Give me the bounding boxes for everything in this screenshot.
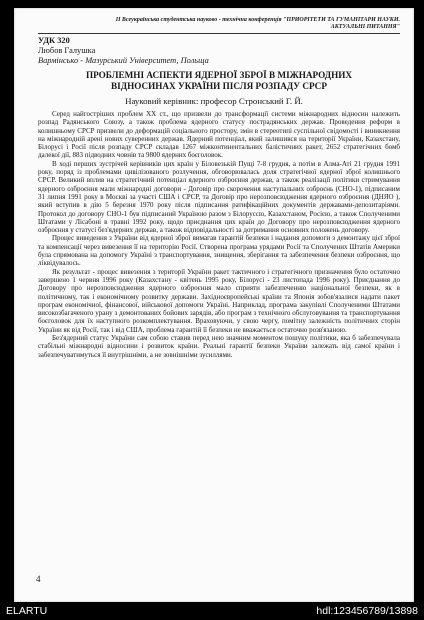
supervisor-line: Науковий керівник: професор Стронський Г. Й.	[125, 96, 303, 106]
article-meta	[38, 36, 209, 66]
paragraph: Серед найгостріших проблем XX ст., що призвели до трансформації системи міжнародних відносин належить розпад Радянського Союзу, а також проблема ядерного статусу пострадянських держав. Проведення реформ в колишньому СРСР призвели до деформацій соціального простору, змін в стереотипі суспільної свідомості і виникнення на міжнародній арені нових суверенних держав. Ядерний потенціал, який залишився на території України, Казахстану, Білорусі і Росії після розпаду СРСР складав 1267 міжконтинентальних балістичних ракет, 2652 стратегічних бомб далекої дії, 883 підводних човнів та 9800 ядерних боєголовок.	[38, 110, 400, 160]
article-title	[54, 70, 384, 91]
article-body	[38, 110, 400, 359]
paragraph: Як результат - процес вивезення з території України ракет тактичного і стратегічного призначення було остаточно завершено 1 червня 1996 року (Казахстану - квітень 1995 року, Білорусі - 23 листопада 1996 року). Приєднання до Договору про нерозповсюдження ядерного озброєння мало сприяти забезпеченню національної безпеки, як в політичному, так і економічному розвитку держави. Західноєвропейські країни та Японія зобов'язалися надати пакет програм економічної, фінансової, військової допомоги Україні. Наприклад, програма закупівлі Сполученими Штатами високозбагаченого урану з демонтованих бойових зарядів, або програм з технічного обслуговування та транспортування боєголовок для їх наступного розкомплектування. Враховуючи, у свою чергу, помітну залежність політичних сторін України як від Росії, так і від США, проблема гарантій її безпеки не вважається остаточно розв'язаною.	[38, 267, 400, 334]
document-page	[14, 8, 414, 602]
title-line-1: ПРОБЛЕМНІ АСПЕКТИ ЯДЕРНОЇ ЗБРОЇ В МІЖНАРОДНИХ	[85, 70, 353, 80]
author-affiliation: Вармінсько - Мазурський Університет, Польща	[38, 56, 209, 65]
udk-code: УДК 320	[38, 36, 70, 45]
page-number: 4	[36, 574, 41, 584]
paragraph: Без'ядерний статус України сам собою ставив перед нею значним моментом пошуку політики, яка б забезпечувала стабільні міжнародні відносини і розвиток країни. Реальні гарантії безпеки України залежать від самої країни і забезпечуватимуться її внутрішніми, а не зовнішніми зусиллями.	[38, 334, 400, 359]
repository-footer	[0, 602, 424, 620]
header-line-2: АКТУАЛЬНІ ПИТАННЯ"	[330, 24, 400, 30]
repository-name: ELARTU	[6, 605, 48, 617]
title-line-2: ВІДНОСИНАХ УКРАЇНИ ПІСЛЯ РОЗПАДУ СРСР	[111, 80, 327, 91]
author-name: Любов Галушка	[38, 46, 96, 55]
running-header	[38, 17, 400, 34]
paragraph: Процес виведення з України від ядерної зброї вимагав гарантій безпеки і надання допомоги з демонтажу цієї зброї та компенсації через вивезення її на територію Росії. Створена програма урядами Росії та Сполучених Штатів Америки була спрямована на допомогу Україні з транспортування, знищення, зберігання та забезпечення безпеки озброєння, що ліквідувалось.	[38, 234, 400, 268]
paragraph: В ході перших зустрічей керівників цих країн у Біловезькій Пущі 7-8 грудня, а потім в Алма-Аті 21 грудня 1991 року, поряд із проблемами цивілізованого розлучення, обговорювалась доля стратегічної ядерної зброї колишнього СРСР. Великий вплив на стратегічний потенціал ядерного озброєння держав, а також реалізації політики стримування ядерного озброєння мали міжнародні договори - Договір про скорочення наступальних озброєнь (СНО-1), підписаним 31 липня 1991 року в Москві за участі США і СРСР, та Договір про нерозповсюдження ядерного озброєння (ДНЯО ), який вступив в дію 5 березня 1970 року після підписання ратифікаційних документів державами-депозитаріями. Протокол до договору СНО-1 був підписаний Україною разом з Білоруссю, Казахстаном, Росією, а також Сполученими Штатами у Лісабоні в травні 1992 року, щодо приєднання цих країн до Договору про нерозповсюдження ядерного озброєння у статусі без'ядерних держав, а також відповідальності за дотримання основних положень договору.	[38, 159, 400, 235]
header-line-1: II Всеукраїнська студентська науково - технічна конференція "ПРИОРІТЕТИ ТА ГУМАНІТАРИ НАУКИ.	[115, 17, 400, 23]
handle-identifier: hdl:123456789/13898	[316, 605, 418, 617]
